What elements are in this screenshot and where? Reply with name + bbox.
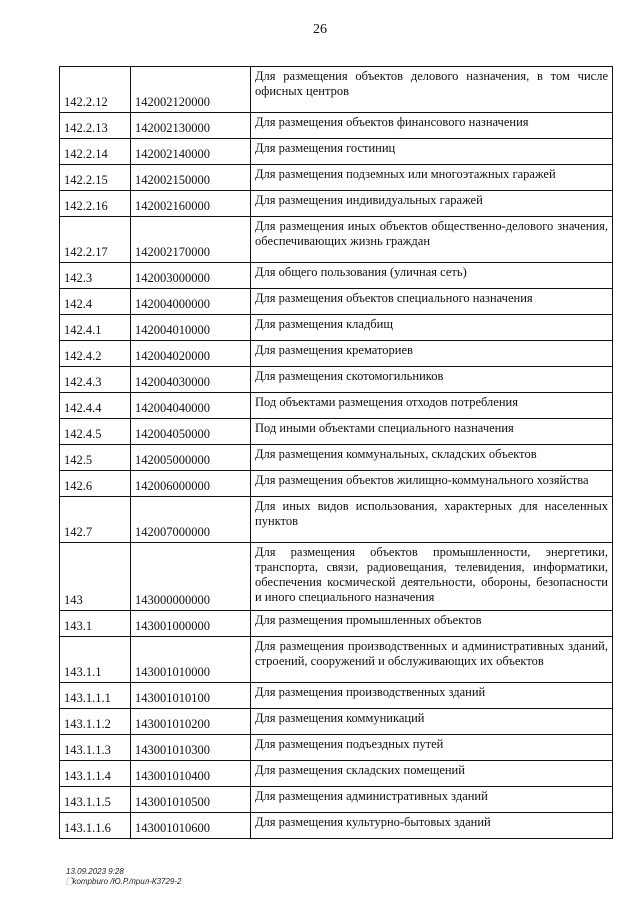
table-row: [60, 113, 613, 139]
description-cell: Для размещения промышленных объектов: [251, 611, 613, 637]
code-cell: 142.2.13: [60, 113, 131, 139]
table-row: [60, 445, 613, 471]
footer-file-ref-text: kompburo /Ю.Р./прил-К3729-2: [72, 877, 182, 886]
description-cell: Для иных видов использования, характерных для населенных пунктов: [251, 497, 613, 543]
footer-file-ref: [66, 877, 182, 887]
code-cell: 142.3: [60, 263, 131, 289]
code-cell: 143: [60, 543, 131, 611]
description-cell: Для размещения культурно-бытовых зданий: [251, 813, 613, 839]
table-row: [60, 217, 613, 263]
table-row: [60, 787, 613, 813]
okato-cell: 143001010400: [131, 761, 251, 787]
land-use-classifier-table: [59, 66, 613, 839]
table-row: [60, 393, 613, 419]
description-cell: Для размещения подземных или многоэтажных гаражей: [251, 165, 613, 191]
okato-cell: 142006000000: [131, 471, 251, 497]
table-row: [60, 341, 613, 367]
code-cell: 142.2.14: [60, 139, 131, 165]
table-row: [60, 419, 613, 445]
table-row: [60, 67, 613, 113]
okato-cell: 143001010500: [131, 787, 251, 813]
description-cell: Для размещения коммунальных, складских объектов: [251, 445, 613, 471]
code-cell: 142.2.17: [60, 217, 131, 263]
table-row: [60, 497, 613, 543]
table-row: [60, 289, 613, 315]
table-row: [60, 735, 613, 761]
okato-cell: 142004010000: [131, 315, 251, 341]
description-cell: Для размещения объектов промышленности, энергетики, транспорта, связи, радиовещания, телевидения, информатики, обеспечения космической деятельности, обороны, безопасности и иного специального назначения: [251, 543, 613, 611]
table-row: [60, 263, 613, 289]
description-cell: Под объектами размещения отходов потребления: [251, 393, 613, 419]
table-row: [60, 761, 613, 787]
table-row: [60, 367, 613, 393]
okato-cell: 142002140000: [131, 139, 251, 165]
table-row: [60, 683, 613, 709]
okato-cell: 143001000000: [131, 611, 251, 637]
description-cell: Для размещения производственных и административных зданий, строений, сооружений и обслуживающих их объектов: [251, 637, 613, 683]
description-cell: Для размещения гостиниц: [251, 139, 613, 165]
code-cell: 142.4.5: [60, 419, 131, 445]
table-body: [60, 67, 613, 839]
description-cell: Для размещения индивидуальных гаражей: [251, 191, 613, 217]
table-row: [60, 165, 613, 191]
okato-cell: 143001010000: [131, 637, 251, 683]
code-cell: 142.6: [60, 471, 131, 497]
code-cell: 143.1.1: [60, 637, 131, 683]
description-cell: Для размещения крематориев: [251, 341, 613, 367]
page-number: 26: [313, 22, 327, 37]
code-cell: 143.1.1.1: [60, 683, 131, 709]
description-cell: Для размещения объектов жилищно-коммунального хозяйства: [251, 471, 613, 497]
table-row: [60, 543, 613, 611]
document-footer: [66, 867, 182, 887]
okato-cell: 142004040000: [131, 393, 251, 419]
code-cell: 143.1.1.5: [60, 787, 131, 813]
okato-cell: 142004050000: [131, 419, 251, 445]
table-row: [60, 139, 613, 165]
description-cell: Для размещения складских помещений: [251, 761, 613, 787]
code-cell: 142.4: [60, 289, 131, 315]
code-cell: 142.4.3: [60, 367, 131, 393]
description-cell: Для размещения объектов делового назначения, в том числе офисных центров: [251, 67, 613, 113]
description-cell: Для размещения подъездных путей: [251, 735, 613, 761]
okato-cell: 142004020000: [131, 341, 251, 367]
code-cell: 143.1.1.6: [60, 813, 131, 839]
document-icon: 🗋: [66, 877, 73, 886]
okato-cell: 142003000000: [131, 263, 251, 289]
table-row: [60, 191, 613, 217]
okato-cell: 142002150000: [131, 165, 251, 191]
footer-timestamp: 13.09.2023 9:28: [66, 867, 124, 876]
code-cell: 142.5: [60, 445, 131, 471]
code-cell: 143.1.1.2: [60, 709, 131, 735]
table-row: [60, 471, 613, 497]
table-row: [60, 315, 613, 341]
okato-cell: 143001010200: [131, 709, 251, 735]
description-cell: Для общего пользования (уличная сеть): [251, 263, 613, 289]
description-cell: Для размещения объектов специального назначения: [251, 289, 613, 315]
okato-cell: 143000000000: [131, 543, 251, 611]
description-cell: Под иными объектами специального назначения: [251, 419, 613, 445]
description-cell: Для размещения административных зданий: [251, 787, 613, 813]
okato-cell: 142002130000: [131, 113, 251, 139]
code-cell: 143.1.1.4: [60, 761, 131, 787]
okato-cell: 142002160000: [131, 191, 251, 217]
code-cell: 142.2.12: [60, 67, 131, 113]
okato-cell: 142004030000: [131, 367, 251, 393]
code-cell: 142.2.16: [60, 191, 131, 217]
table-row: [60, 611, 613, 637]
okato-cell: 143001010600: [131, 813, 251, 839]
code-cell: 143.1: [60, 611, 131, 637]
description-cell: Для размещения объектов финансового назначения: [251, 113, 613, 139]
table-row: [60, 637, 613, 683]
code-cell: 142.7: [60, 497, 131, 543]
description-cell: Для размещения иных объектов общественно-делового значения, обеспечивающих жизнь граждан: [251, 217, 613, 263]
code-cell: 142.4.2: [60, 341, 131, 367]
description-cell: Для размещения кладбищ: [251, 315, 613, 341]
okato-cell: 143001010100: [131, 683, 251, 709]
code-cell: 142.4.4: [60, 393, 131, 419]
okato-cell: 142002120000: [131, 67, 251, 113]
table-row: [60, 709, 613, 735]
okato-cell: 142005000000: [131, 445, 251, 471]
description-cell: Для размещения коммуникаций: [251, 709, 613, 735]
table-row: [60, 813, 613, 839]
code-cell: 143.1.1.3: [60, 735, 131, 761]
code-cell: 142.4.1: [60, 315, 131, 341]
okato-cell: 142007000000: [131, 497, 251, 543]
description-cell: Для размещения производственных зданий: [251, 683, 613, 709]
okato-cell: 142002170000: [131, 217, 251, 263]
code-cell: 142.2.15: [60, 165, 131, 191]
okato-cell: 142004000000: [131, 289, 251, 315]
description-cell: Для размещения скотомогильников: [251, 367, 613, 393]
okato-cell: 143001010300: [131, 735, 251, 761]
